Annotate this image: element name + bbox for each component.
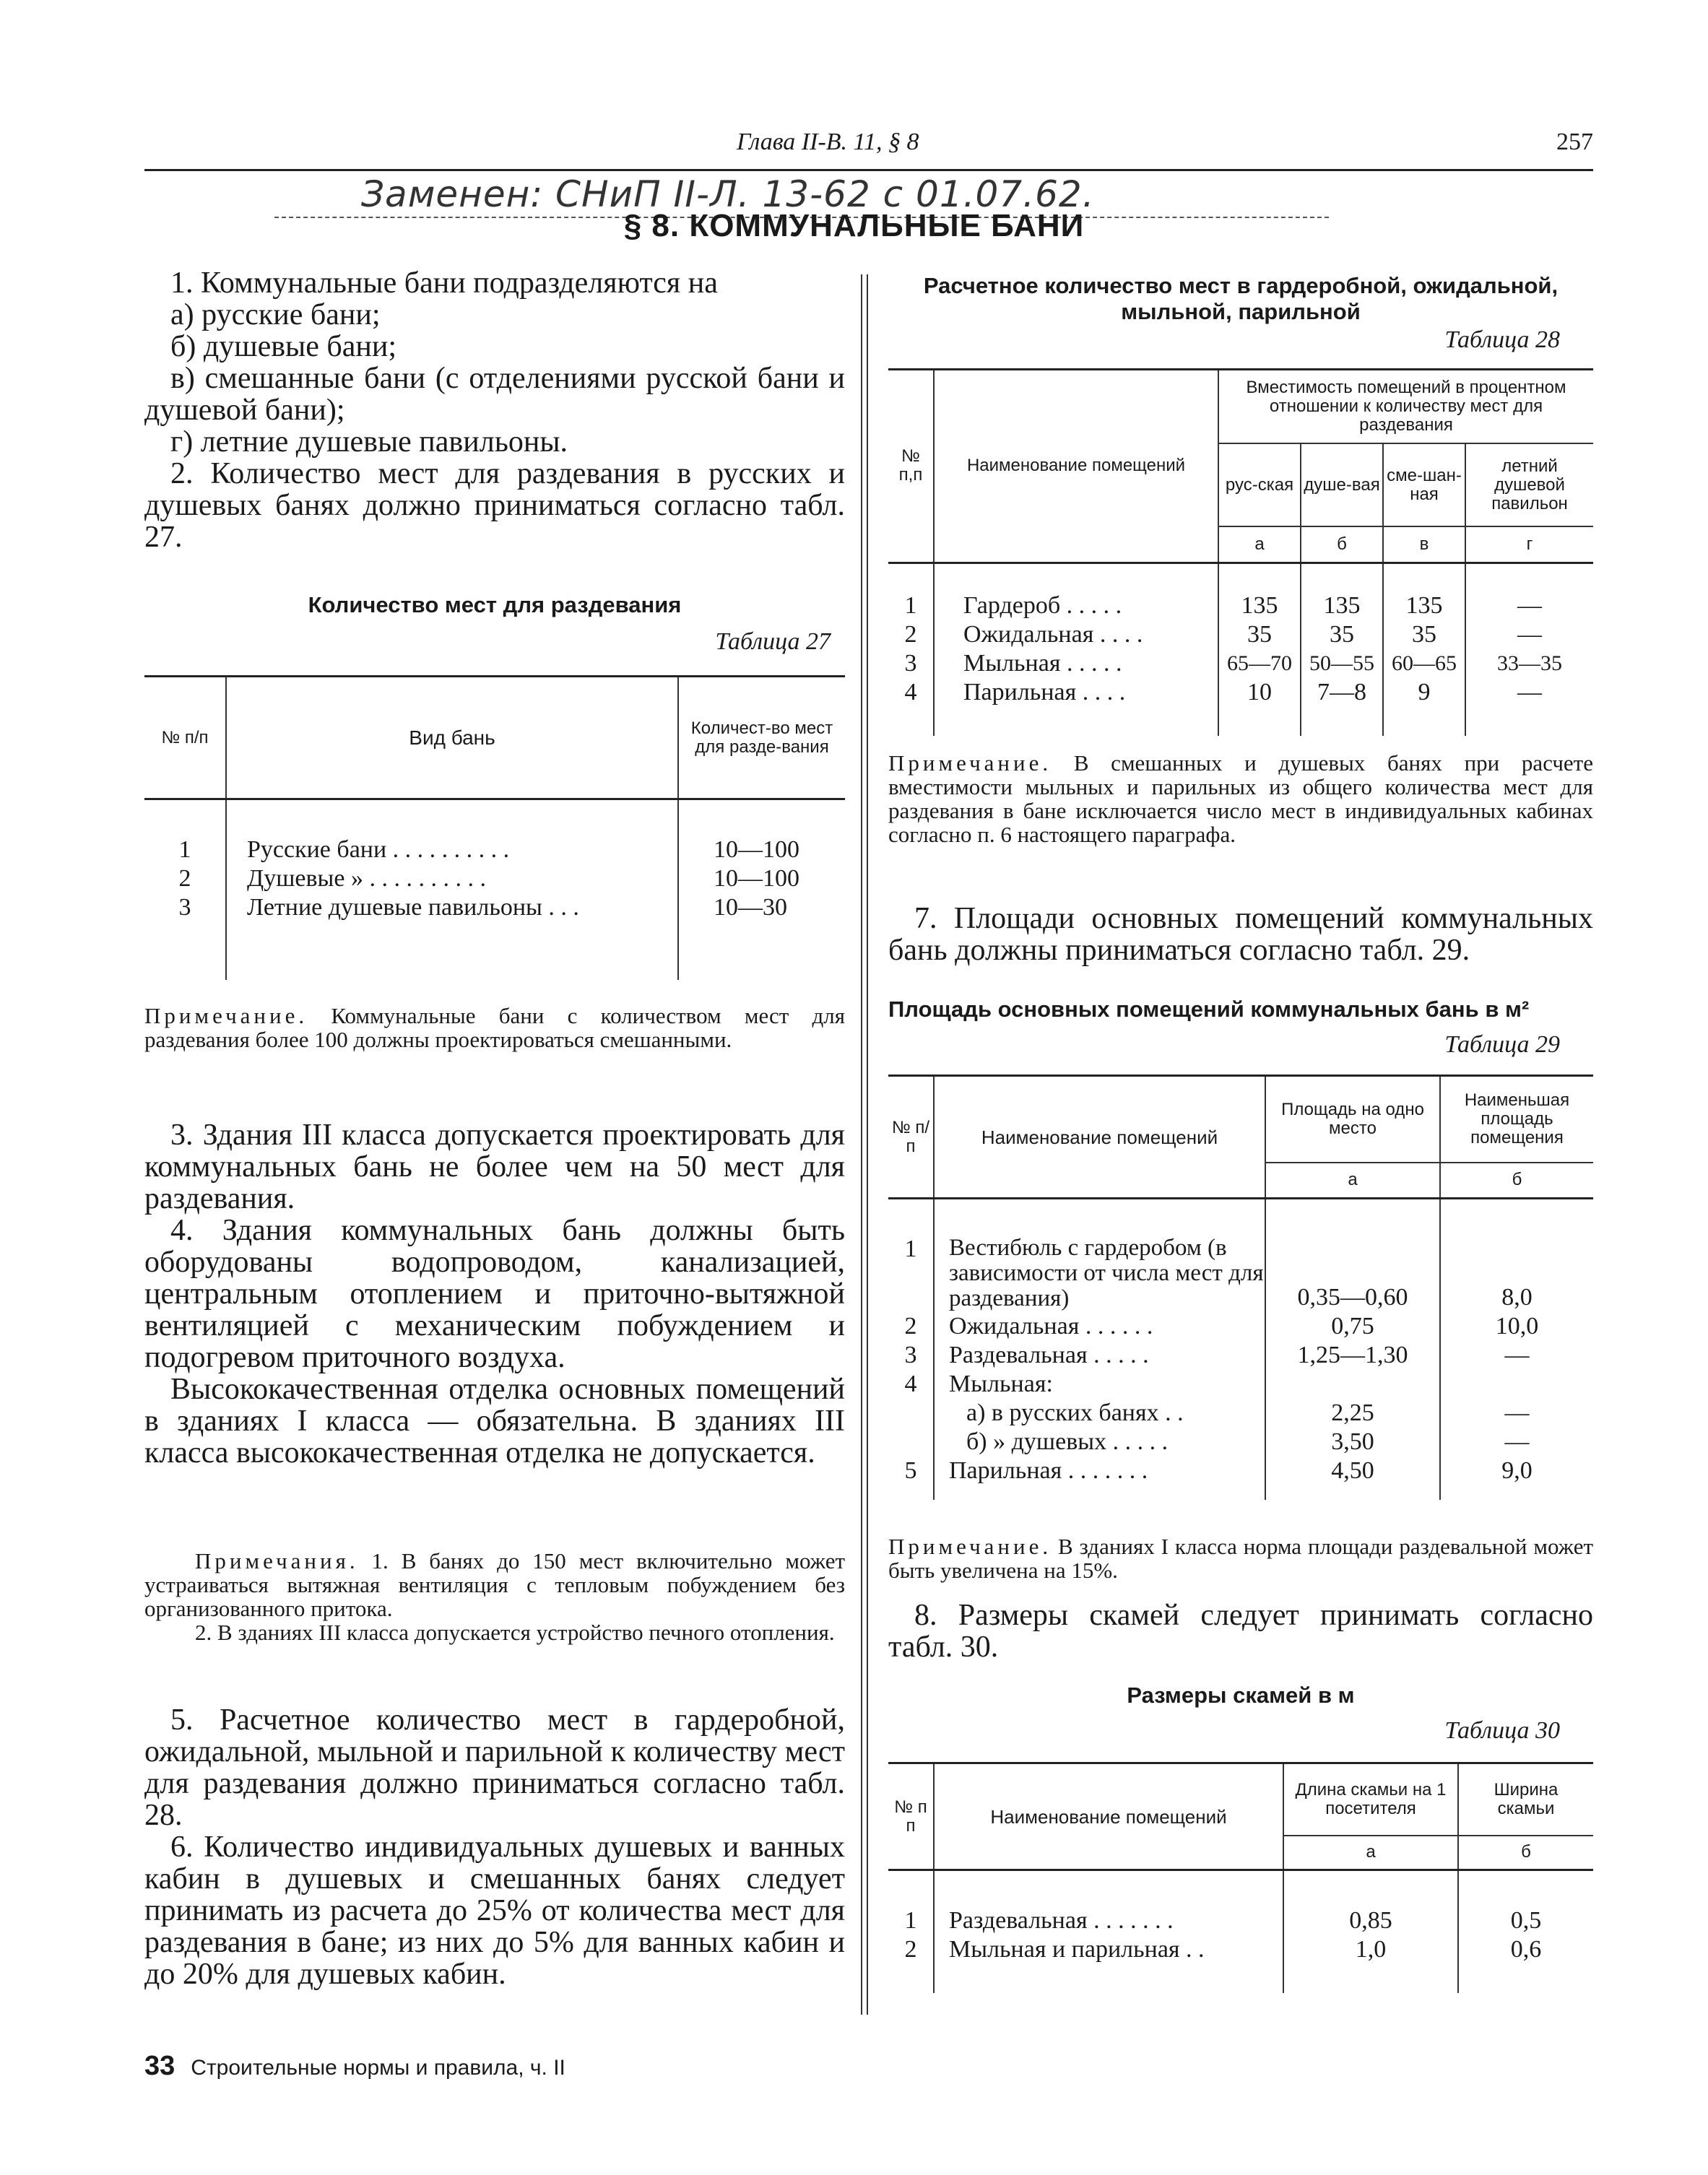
column-divider (861, 274, 862, 2015)
col-header-n: № п п (888, 1763, 934, 1870)
col-header-type: Вид бань (226, 677, 678, 799)
col-header-russian: рус-ская (1218, 443, 1301, 526)
table28-caption: Расчетное количество мест в гардеробной, ожидальной, мыльной, парильной (923, 273, 1559, 324)
col-header-area-per-place: Площадь на одно место (1265, 1076, 1440, 1163)
row-name: Раздевальная . . . . . . . (934, 1906, 1283, 1935)
p4-text: 4. Здания коммунальных бань должны быть оборудованы водопроводом, канализацией, центральным отоплением и приточно-вытяжной вентиляцией с механическим побуждением и подогревом приточного воздуха. (144, 1214, 845, 1374)
table-row (144, 835, 845, 864)
handwritten-annotation: Заменен: СНиП II-Л. 13-62 с 01.07.62. (361, 173, 1095, 215)
column-divider-double (867, 274, 868, 2015)
note-label: Примечание. (888, 1534, 1052, 1559)
table-row (888, 649, 1593, 678)
table29-note (888, 1534, 1593, 1582)
table30-label: Таблица 30 (1444, 1717, 1560, 1744)
col-header-min-area: Наименьшая площадь помещения (1440, 1076, 1593, 1163)
row-number: 2 (888, 1312, 934, 1341)
row-name: Русские бани . . . . . . . . . . (226, 835, 678, 864)
table-row (888, 1428, 1593, 1456)
page-number: 257 (1556, 129, 1593, 155)
row-number: 2 (888, 1935, 934, 1964)
col-letter: б (1512, 1170, 1522, 1190)
p8-text: 8. Размеры скамей следует принимать согласно табл. 30. (888, 1599, 1593, 1664)
cell-b: 135 (1301, 591, 1383, 620)
row-name: Ожидальная . . . . . . (934, 1312, 1265, 1341)
row-name: Раздевальная . . . . . (934, 1341, 1265, 1370)
col-letter: а (1283, 1836, 1458, 1870)
cell-a: 0,35—0,60 (1265, 1235, 1440, 1312)
header-rule (144, 169, 1593, 171)
col-header-name: Наименование помещений (934, 370, 1218, 563)
table-row (888, 1341, 1593, 1370)
cell-a: 0,75 (1265, 1312, 1440, 1341)
table28-label: Таблица 28 (1444, 326, 1560, 353)
row-number: 4 (888, 678, 934, 707)
row-number: 1 (888, 1906, 934, 1935)
row-number: 5 (888, 1456, 934, 1485)
note-2-text: 2. В зданиях III класса допускается устройство печного отопления. (195, 1620, 835, 1645)
table-29 (888, 1075, 1593, 1500)
col-letter: б (1301, 526, 1383, 563)
col-header-mixed: сме-шан-ная (1383, 443, 1465, 526)
col-header-n: № п,п (888, 370, 934, 563)
cell-b: 0,6 (1510, 1935, 1542, 1963)
cell-b: 9,0 (1501, 1456, 1533, 1484)
note-text: В зданиях I класса норма площади раздевальной может быть увеличена на 15%. (888, 1534, 1593, 1583)
cell-a: 1,0 (1283, 1935, 1458, 1964)
cell-a: 10 (1218, 678, 1301, 707)
row-value: 10—30 (714, 893, 787, 921)
table-row (888, 1370, 1593, 1399)
cell-d: 33—35 (1497, 651, 1562, 675)
p3-text: 3. Здания III класса допускается проектировать для коммунальных бань не более чем на 50 мест для раздевания. (144, 1119, 845, 1215)
row-number: 3 (144, 893, 226, 922)
p2-text: 2. Количество мест для раздевания в русских и душевых банях должно приниматься согласно табл. 27. (144, 457, 845, 554)
row-number: 2 (144, 864, 226, 893)
table30-caption: Размеры скамей в м (1127, 1683, 1355, 1708)
notes-label: Примечания. (195, 1548, 359, 1573)
row-number: 2 (888, 620, 934, 649)
note-text: В смешанных и душевых банях при расчете вместимости мыльных и парильных из общего количества мест для раздевания в бане исключается число мест в индивидуальных кабинах согласно п. 6 настоящего параграфа. (888, 750, 1593, 847)
row-name: Гардероб . . . . . (934, 591, 1218, 620)
col-letter: а (1265, 1163, 1440, 1199)
cell-b: 35 (1301, 620, 1383, 649)
row-number: 1 (888, 1235, 934, 1312)
note-label: Примечание. (144, 1003, 308, 1028)
row-number (888, 1399, 934, 1428)
p5-text: 5. Расчетное количество мест в гардеробной, ожидальной, мыльной и парильной к количеству мест для раздевания должно приниматься согласно табл. 28. (144, 1703, 845, 1832)
table-row (888, 1935, 1593, 1964)
col-header-summer: летний душевой павильон (1465, 443, 1593, 526)
row-name: Душевые » . . . . . . . . . . (226, 864, 678, 893)
chapter-reference: Глава II-В. 11, § 8 (737, 129, 919, 155)
table-row (888, 1906, 1593, 1935)
paragraph-1 (144, 267, 845, 553)
col-header-places: Количест-во мест для разде-вания (690, 718, 833, 757)
row-name: Мыльная и парильная . . (934, 1935, 1283, 1964)
paragraph-3-4 (144, 1119, 845, 1469)
col-letter: в (1383, 526, 1465, 563)
running-head (144, 129, 1593, 166)
row-number: 1 (888, 591, 934, 620)
signature-number: 33 (144, 2051, 175, 2081)
row-name: Ожидальная . . . . (934, 620, 1218, 649)
cell-b: 10,0 (1495, 1312, 1539, 1340)
row-name: б) » душевых . . . . . (934, 1428, 1265, 1456)
table-row (888, 1456, 1593, 1485)
cell-b: 7—8 (1301, 678, 1383, 707)
col-header-group: Вместимость помещений в процентном отношении к количеству мест для раздевания (1218, 370, 1593, 444)
table-28 (888, 368, 1593, 736)
table-row (144, 893, 845, 922)
cell-a: 0,85 (1283, 1906, 1458, 1935)
cell-a: 2,25 (1265, 1399, 1440, 1428)
row-name: а) в русских банях . . (934, 1399, 1265, 1428)
notes-block (144, 1549, 845, 1644)
col-header-width: Ширина скамьи (1458, 1763, 1593, 1836)
cell-a: 4,50 (1265, 1456, 1440, 1485)
table27-note (144, 1004, 845, 1051)
row-name: Вестибюль с гардеробом (в зависимости от числа мест для раздевания) (934, 1235, 1265, 1312)
col-header-name: Наименование помещений (934, 1763, 1283, 1870)
cell-c: 135 (1383, 591, 1465, 620)
col-letter: б (1521, 1842, 1531, 1862)
cell-a (1265, 1370, 1440, 1399)
cell-d: — (1517, 679, 1542, 706)
list-item: а) русские бани; (170, 298, 381, 331)
row-number: 3 (888, 649, 934, 678)
cell-c: 9 (1383, 678, 1465, 707)
cell-b: — (1504, 1341, 1530, 1368)
cell-a: 65—70 (1218, 649, 1301, 678)
cell-b: — (1504, 1428, 1530, 1455)
row-name: Мыльная: (934, 1370, 1265, 1399)
table-row (888, 591, 1593, 620)
row-number: 1 (144, 835, 226, 864)
table-row (888, 620, 1593, 649)
p1-text: 1. Коммунальные бани подразделяются на (170, 266, 718, 300)
paragraph-7 (888, 903, 1593, 966)
table28-note (888, 751, 1593, 846)
note-label: Примечание. (888, 750, 1052, 776)
col-header-length: Длина скамьи на 1 посетителя (1283, 1763, 1458, 1836)
cell-b: 0,5 (1510, 1906, 1542, 1934)
p6-text: 6. Количество индивидуальных душевых и ванных кабин в душевых и смешанных банях следует принимать из расчета до 25% от количества мест для раздевания в бане; из них до 5% для ванных кабин и до 20% для душевых кабин. (144, 1831, 845, 1991)
cell-d: — (1517, 592, 1542, 619)
col-header-shower: душе-вая (1301, 443, 1383, 526)
cell-b: 8,0 (1501, 1283, 1533, 1311)
cell-a: 3,50 (1265, 1428, 1440, 1456)
row-name: Парильная . . . . (934, 678, 1218, 707)
table-row (144, 864, 845, 893)
col-letter: а (1218, 526, 1301, 563)
col-header-n: № п/п (888, 1076, 934, 1199)
paragraph-5-6 (144, 1704, 845, 1990)
paragraph-8 (888, 1599, 1593, 1663)
section-title: § 8. КОММУНАЛЬНЫЕ БАНИ (623, 208, 1085, 243)
table29-caption: Площадь основных помещений коммунальных бань в м² (888, 997, 1530, 1022)
col-letter: г (1526, 534, 1533, 554)
col-header-name: Наименование помещений (934, 1076, 1265, 1199)
cell-a: 35 (1218, 620, 1301, 649)
table-27 (144, 675, 845, 980)
list-item: б) душевые бани; (170, 330, 397, 363)
cell-b: — (1504, 1399, 1530, 1426)
table-30 (888, 1762, 1593, 1993)
table27-caption: Количество мест для раздевания (308, 592, 682, 617)
table27-label: Таблица 27 (715, 628, 831, 655)
footer (144, 2051, 565, 2082)
footer-text: Строительные нормы и правила, ч. II (191, 2056, 565, 2080)
row-number (888, 1428, 934, 1456)
row-name: Парильная . . . . . . . (934, 1456, 1265, 1485)
cell-d: — (1517, 621, 1542, 648)
row-name: Мыльная . . . . . (934, 649, 1218, 678)
p4b-text: Высококачественная отделка основных помещений в зданиях I класса — обязательна. В зданиях III класса высококачественная отделка не допускается. (144, 1373, 845, 1469)
note-text: Коммунальные бани с количеством мест для раздевания более 100 должны проектироваться смешанными. (144, 1003, 845, 1052)
table-row (888, 678, 1593, 707)
row-number: 4 (888, 1370, 934, 1399)
table29-label: Таблица 29 (1444, 1031, 1560, 1058)
col-header-n: № п/п (144, 677, 226, 799)
note-1-text: 1. В банях до 150 мест включительно может устраиваться вытяжная вентиляция с тепловым побуждением без организованного притока. (144, 1548, 845, 1621)
cell-a: 1,25—1,30 (1265, 1341, 1440, 1370)
table-row (888, 1399, 1593, 1428)
table-row (888, 1235, 1593, 1312)
list-item: в) смешанные бани (с отделениями русской бани и душевой бани); (144, 362, 845, 427)
row-name: Летние душевые павильоны . . . (226, 893, 678, 922)
cell-a: 135 (1218, 591, 1301, 620)
row-number: 3 (888, 1341, 934, 1370)
cell-c: 60—65 (1383, 649, 1465, 678)
row-value: 10—100 (714, 835, 799, 863)
cell-c: 35 (1383, 620, 1465, 649)
table-row (888, 1312, 1593, 1341)
cell-b: 50—55 (1301, 649, 1383, 678)
cell-b (1440, 1370, 1593, 1399)
row-value: 10—100 (714, 864, 799, 892)
p7-text: 7. Площади основных помещений коммунальных бань должны приниматься согласно табл. 29. (888, 902, 1593, 967)
list-item: г) летние душевые павильоны. (170, 425, 568, 459)
